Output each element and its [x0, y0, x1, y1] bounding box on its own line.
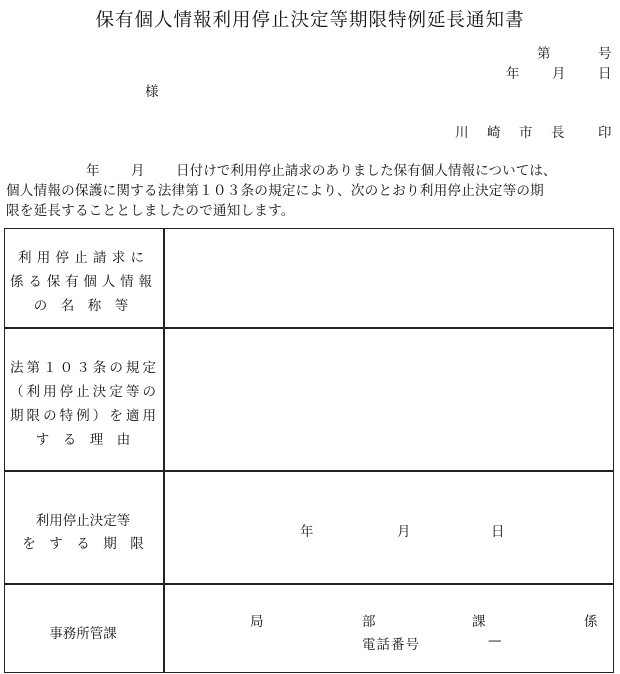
dept-ka-label: 課: [472, 614, 486, 630]
table-row-divider-1: [4, 327, 614, 329]
issuer-saki: 崎: [487, 125, 501, 141]
issuer-seal: 印: [598, 125, 612, 141]
addressee-sama: 様: [145, 84, 159, 100]
dept-kyoku-label: 局: [250, 614, 264, 630]
body-line1-rest: 日付けで利用停止請求のありました保有個人情報については、: [176, 163, 557, 179]
row1-label-line2: 係る保有個人情報: [10, 274, 152, 290]
date-day-label: 日: [598, 66, 612, 82]
phone-number-dash: —: [488, 633, 502, 649]
number-dai: 第: [537, 46, 551, 62]
deadline-year-label: 年: [300, 524, 314, 540]
row2-label-line3: 期限の特例）を適用: [10, 408, 156, 424]
date-month-label: 月: [552, 66, 566, 82]
row1-label-line3: の 名 称 等: [33, 298, 129, 314]
row2-label-line4: す る 理 由: [35, 432, 131, 448]
number-go: 号: [598, 46, 612, 62]
row2-label-line1: 法第１０３条の規定: [10, 360, 156, 376]
phone-number-label: 電話番号: [362, 637, 420, 653]
body-line2: 個人情報の保護に関する法律第１０３条の規定により、次のとおり利用停止決定等の期: [6, 183, 544, 199]
dept-bu-label: 部: [362, 614, 376, 630]
date-year-label: 年: [506, 66, 520, 82]
table-row-divider-3: [4, 583, 614, 585]
body-line3: 限を延長することとしましたので通知します。: [6, 203, 295, 219]
issuer-cho: 長: [551, 125, 565, 141]
row2-label-line2: （利用停止決定等の: [10, 384, 156, 400]
row3-label-line2: を す る 期 限: [22, 536, 144, 552]
table-row-divider-2: [4, 470, 614, 472]
deadline-day-label: 日: [491, 524, 505, 540]
deadline-month-label: 月: [397, 524, 411, 540]
body-line1-month: 月: [131, 163, 145, 179]
table-column-divider: [163, 228, 165, 673]
row3-label-line1: 利用停止決定等: [35, 513, 131, 529]
body-line1-year: 年: [86, 163, 100, 179]
document-title: 保有個人情報利用停止決定等期限特例延長通知書: [95, 10, 525, 31]
dept-kakari-label: 係: [584, 614, 598, 630]
issuer-kawa: 川: [455, 125, 469, 141]
row1-label-line1: 利用停止請求に: [18, 250, 144, 266]
row4-label: 事務所管課: [49, 626, 117, 642]
issuer-shi: 市: [519, 125, 533, 141]
